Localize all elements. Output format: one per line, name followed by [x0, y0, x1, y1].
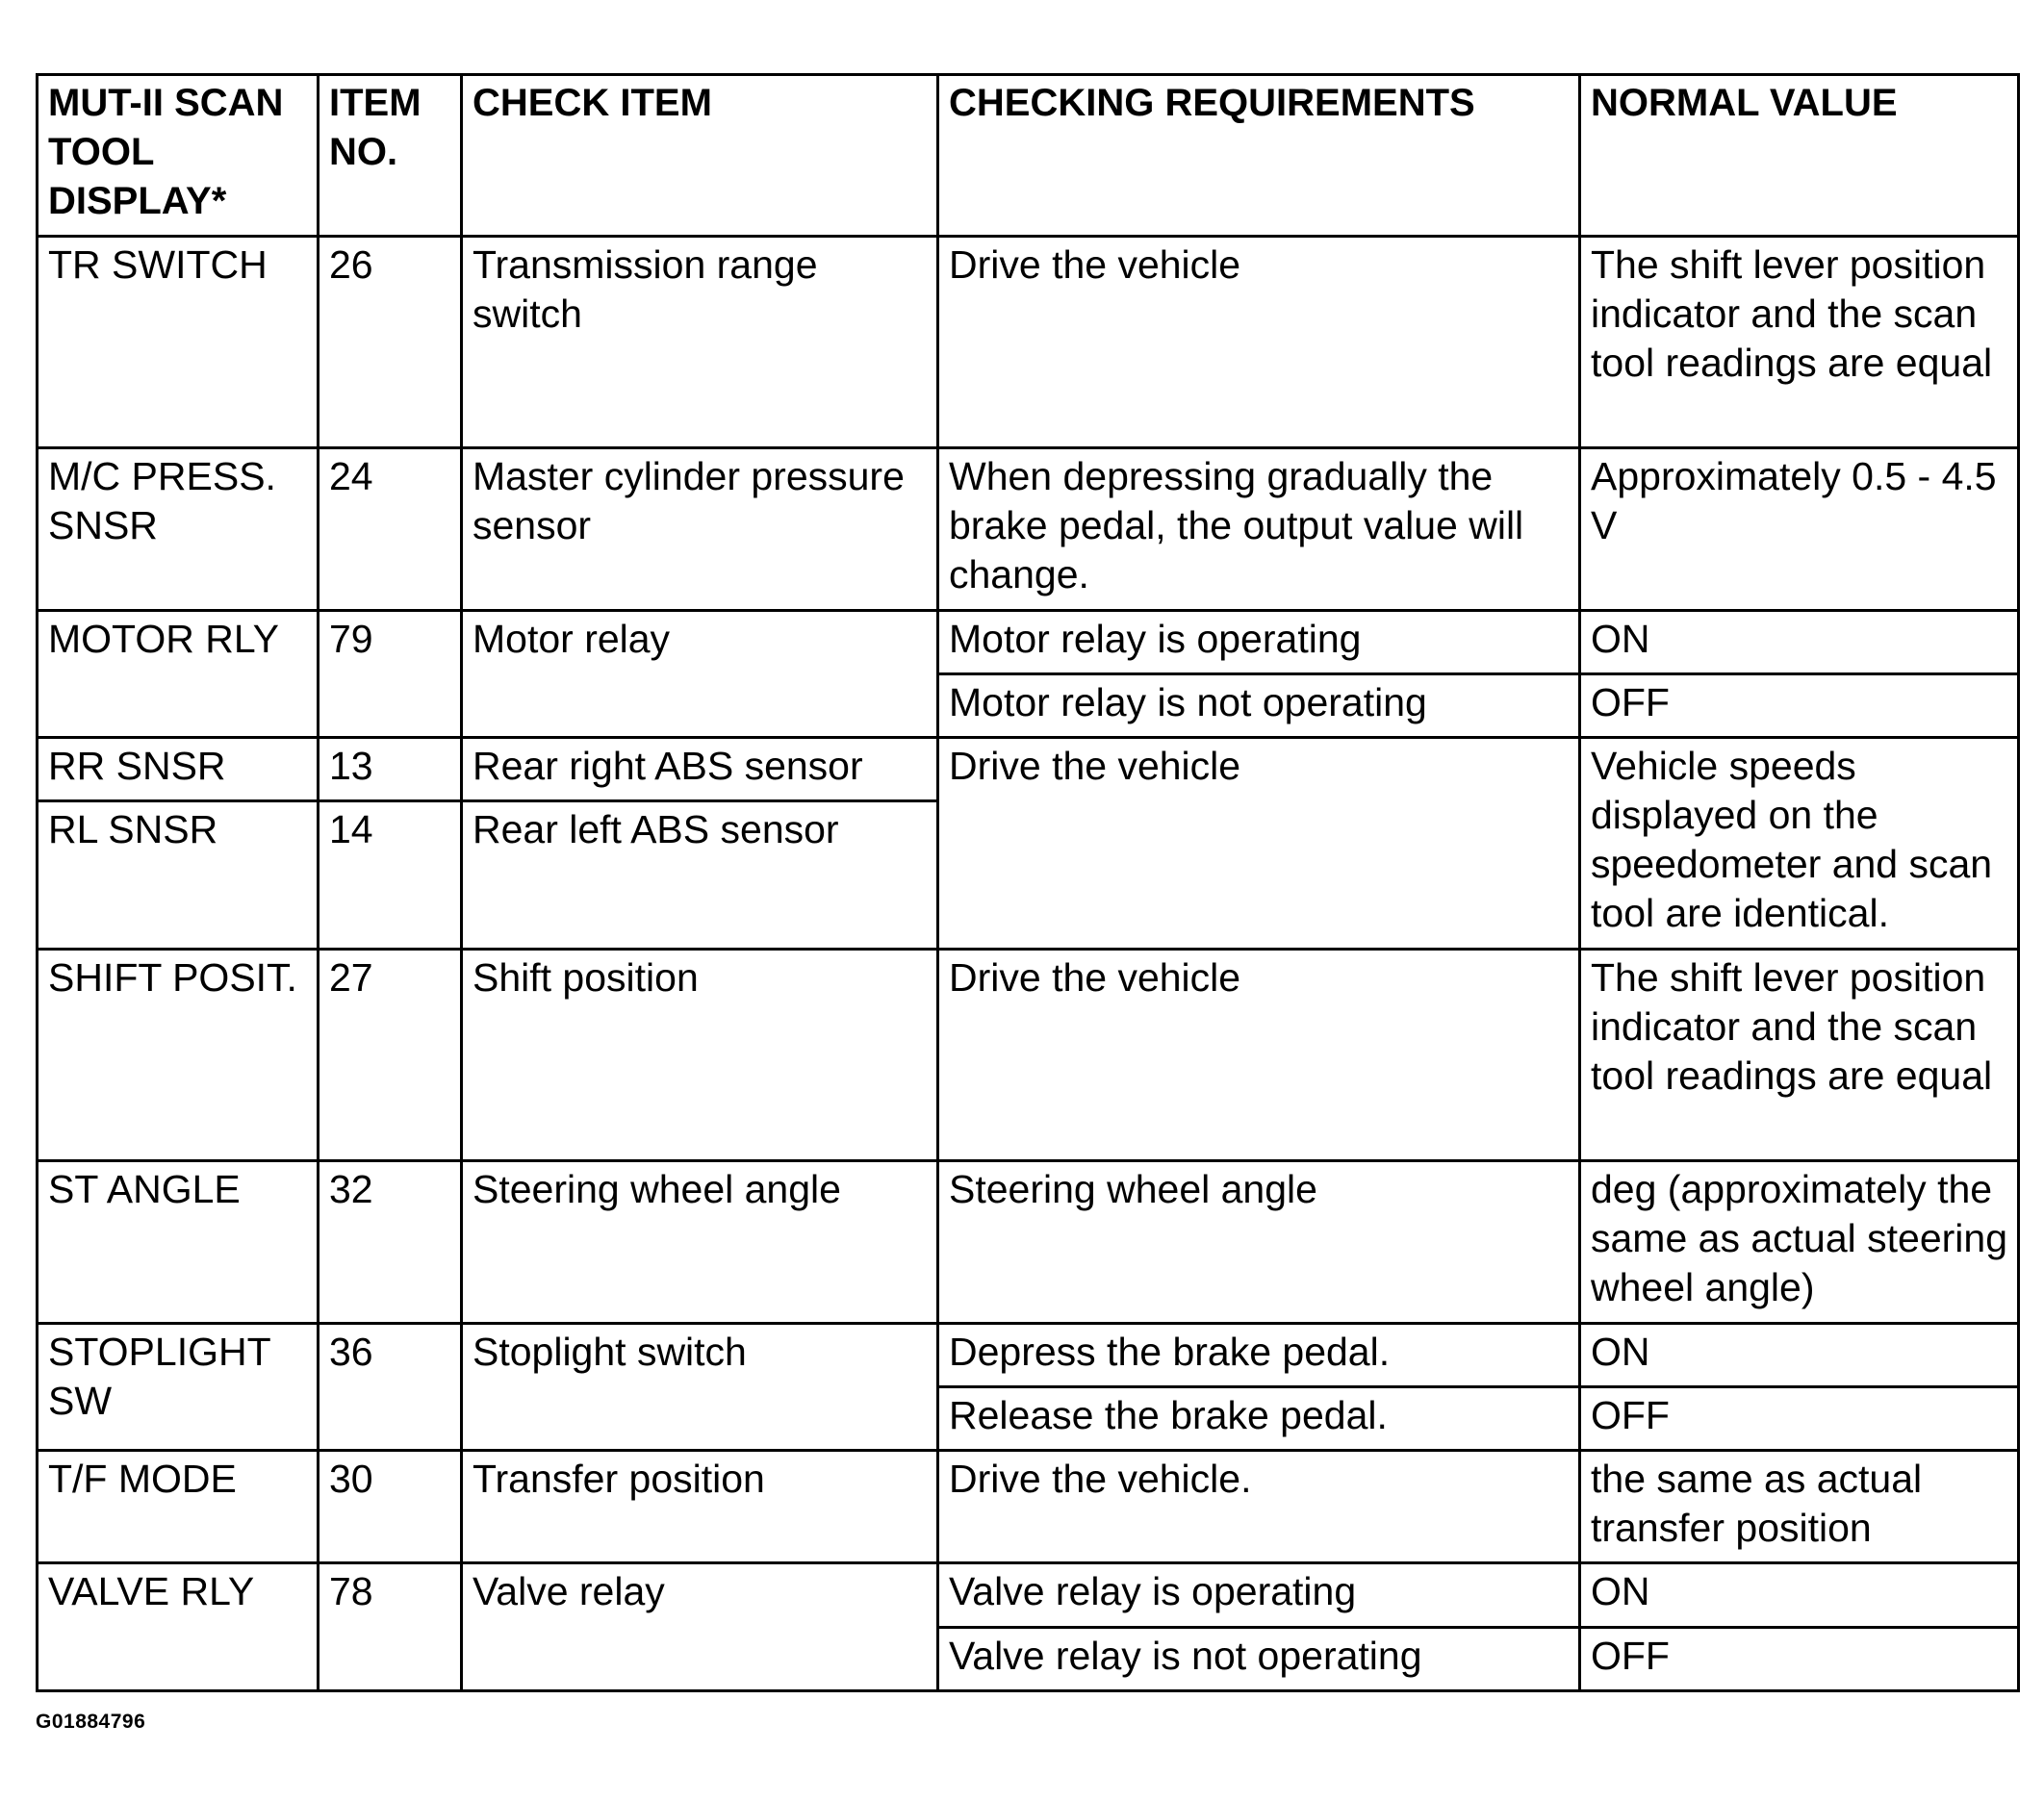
scan-tool-spec-table — [36, 73, 2020, 1692]
item-no-cell: 36 — [319, 1324, 462, 1451]
requirement-cell: Drive the vehicle. — [938, 1451, 1580, 1563]
item-no-cell: 30 — [319, 1451, 462, 1563]
normal-value-cell: OFF — [1580, 1387, 2019, 1451]
normal-value-cell: Approximately 0.5 - 4.5 V — [1580, 448, 2019, 611]
scan-tool-display-cell: T/F MODE — [38, 1451, 319, 1563]
normal-value-cell: Vehicle speeds displayed on the speedometer and scan tool are identical. — [1580, 738, 2019, 950]
check-item-cell: Valve relay — [462, 1563, 938, 1691]
table-row — [38, 1161, 2019, 1324]
header-normal-value: NORMAL VALUE — [1580, 75, 2019, 237]
table-row — [38, 1324, 2019, 1387]
requirement-cell: Depress the brake pedal. — [938, 1324, 1580, 1387]
check-item-cell: Steering wheel angle — [462, 1161, 938, 1324]
check-item-cell: Transfer position — [462, 1451, 938, 1563]
figure-id: G01884796 — [36, 1711, 146, 1733]
scan-tool-display-cell: RR SNSR — [38, 738, 319, 801]
requirement-cell: Valve relay is operating — [938, 1563, 1580, 1628]
header-checking-requirements: CHECKING REQUIREMENTS — [938, 75, 1580, 237]
header-item-no: ITEM NO. — [319, 75, 462, 237]
normal-value-cell: ON — [1580, 1324, 2019, 1387]
item-no-cell: 27 — [319, 950, 462, 1161]
scan-tool-display-cell: SHIFT POSIT. — [38, 950, 319, 1161]
check-item-cell: Rear right ABS sensor — [462, 738, 938, 801]
requirement-cell: Valve relay is not operating — [938, 1628, 1580, 1691]
header-row — [38, 75, 2019, 237]
check-item-cell: Rear left ABS sensor — [462, 801, 938, 950]
scan-tool-display-cell: TR SWITCH — [38, 237, 319, 448]
requirement-cell: Motor relay is not operating — [938, 674, 1580, 738]
check-item-cell: Shift position — [462, 950, 938, 1161]
header-check-item: CHECK ITEM — [462, 75, 938, 237]
scan-tool-display-cell: STOPLIGHT SW — [38, 1324, 319, 1451]
requirement-cell: Motor relay is operating — [938, 611, 1580, 674]
normal-value-cell: The shift lever position indicator and the scan tool readings are equal — [1580, 237, 2019, 448]
check-item-cell: Master cylinder pressure sensor — [462, 448, 938, 611]
scan-tool-display-cell: MOTOR RLY — [38, 611, 319, 738]
requirement-cell: Steering wheel angle — [938, 1161, 1580, 1324]
scan-tool-display-cell: M/C PRESS. SNSR — [38, 448, 319, 611]
requirement-cell: Drive the vehicle — [938, 237, 1580, 448]
normal-value-cell: the same as actual transfer position — [1580, 1451, 2019, 1563]
requirement-cell: Drive the vehicle — [938, 950, 1580, 1161]
normal-value-cell: ON — [1580, 611, 2019, 674]
requirement-cell: Release the brake pedal. — [938, 1387, 1580, 1451]
check-item-cell: Motor relay — [462, 611, 938, 738]
item-no-cell: 13 — [319, 738, 462, 801]
requirement-cell: Drive the vehicle — [938, 738, 1580, 950]
table-row — [38, 448, 2019, 611]
check-item-cell: Stoplight switch — [462, 1324, 938, 1451]
table-row — [38, 611, 2019, 674]
normal-value-cell: The shift lever position indicator and the scan tool readings are equal — [1580, 950, 2019, 1161]
item-no-cell: 26 — [319, 237, 462, 448]
item-no-cell: 32 — [319, 1161, 462, 1324]
table-row — [38, 1451, 2019, 1563]
normal-value-cell: OFF — [1580, 674, 2019, 738]
normal-value-cell: deg (approximately the same as actual steering wheel angle) — [1580, 1161, 2019, 1324]
scan-tool-display-cell: RL SNSR — [38, 801, 319, 950]
scan-tool-display-cell: ST ANGLE — [38, 1161, 319, 1324]
table-row — [38, 738, 2019, 801]
item-no-cell: 14 — [319, 801, 462, 950]
item-no-cell: 78 — [319, 1563, 462, 1691]
check-item-cell: Transmission range switch — [462, 237, 938, 448]
header-scan-tool-display: MUT-II SCAN TOOL DISPLAY* — [38, 75, 319, 237]
item-no-cell: 79 — [319, 611, 462, 738]
scan-tool-display-cell: VALVE RLY — [38, 1563, 319, 1691]
item-no-cell: 24 — [319, 448, 462, 611]
normal-value-cell: ON — [1580, 1563, 2019, 1628]
table-row — [38, 950, 2019, 1161]
normal-value-cell: OFF — [1580, 1628, 2019, 1691]
table-row — [38, 237, 2019, 448]
table-row — [38, 1563, 2019, 1628]
requirement-cell: When depressing gradually the brake pedal, the output value will change. — [938, 448, 1580, 611]
